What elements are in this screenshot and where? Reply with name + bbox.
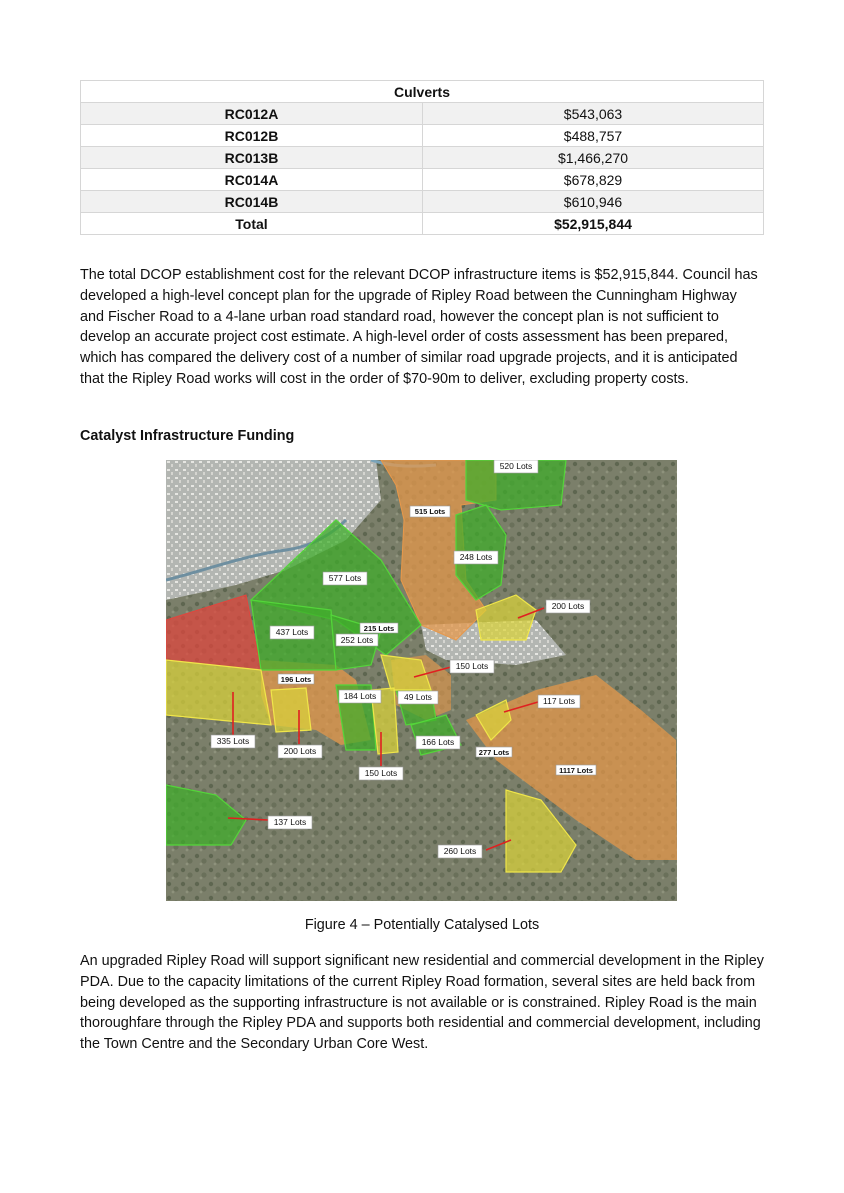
- svg-text:1117 Lots: 1117 Lots: [559, 766, 593, 775]
- table-header: Culverts: [81, 81, 764, 103]
- table-value-cell: $678,829: [423, 169, 764, 191]
- map-label: [211, 735, 255, 748]
- svg-text:252 Lots: 252 Lots: [340, 635, 374, 645]
- table-row: [81, 169, 764, 191]
- map-label: [454, 551, 498, 564]
- map-label: [360, 623, 398, 633]
- table-total-label: Total: [81, 213, 423, 235]
- svg-text:196 Lots: 196 Lots: [280, 675, 312, 684]
- section-heading: Catalyst Infrastructure Funding: [80, 428, 295, 444]
- table-row: [81, 147, 764, 169]
- map-label: [339, 690, 381, 703]
- table-total-row: [81, 213, 764, 235]
- table-item-cell: RC012B: [81, 125, 423, 147]
- map-label: [450, 660, 494, 673]
- svg-text:335 Lots: 335 Lots: [216, 736, 250, 746]
- table-value-cell: $1,466,270: [423, 147, 764, 169]
- map-label: [336, 634, 378, 646]
- map-label: [416, 736, 460, 749]
- ripley-road-paragraph: An upgraded Ripley Road will support significant new residential and commercial development in the Ripley PDA. Due to the capacity limitations of the current Ripley Road formation, several sites are held back from being developed as the supporting infrastructure is not available or is constrained. Ripley Road is the main thoroughfare through the Ripley PDA and supports both residential and commercial development, including the Town Centre and the Secondary Urban Core West.: [80, 953, 764, 1053]
- svg-text:215 Lots: 215 Lots: [363, 624, 395, 633]
- svg-text:200 Lots: 200 Lots: [551, 601, 585, 611]
- table-row: [81, 191, 764, 213]
- svg-text:200 Lots: 200 Lots: [283, 746, 317, 756]
- svg-text:184 Lots: 184 Lots: [343, 691, 377, 701]
- map-label: [270, 626, 314, 639]
- map-label: [538, 695, 580, 708]
- map-label: [438, 845, 482, 858]
- svg-text:49 Lots: 49 Lots: [404, 692, 432, 702]
- svg-text:248 Lots: 248 Lots: [459, 552, 493, 562]
- svg-text:150 Lots: 150 Lots: [364, 768, 398, 778]
- table-item-cell: RC014A: [81, 169, 423, 191]
- table-total-value: $52,915,844: [423, 213, 764, 235]
- table-item-cell: RC012A: [81, 103, 423, 125]
- map-label: [323, 572, 367, 585]
- map-label: [268, 816, 312, 829]
- svg-text:150 Lots: 150 Lots: [455, 661, 489, 671]
- map-label: [278, 674, 314, 684]
- map-label: [398, 691, 438, 704]
- svg-text:515 Lots: 515 Lots: [414, 507, 446, 516]
- yellow-zone-200-west: [271, 688, 311, 732]
- table-value-cell: $488,757: [423, 125, 764, 147]
- map-label: [556, 765, 596, 775]
- table-header-row: [81, 81, 764, 103]
- table-row: [81, 103, 764, 125]
- svg-text:137 Lots: 137 Lots: [273, 817, 307, 827]
- map-label: [494, 460, 538, 473]
- svg-text:577 Lots: 577 Lots: [328, 573, 362, 583]
- svg-text:520 Lots: 520 Lots: [499, 461, 533, 471]
- cost-paragraph: The total DCOP establishment cost for the relevant DCOP infrastructure items is $52,915,844. Council has developed a high-level concept plan for the upgrade of Ripley Road between the Cunningham Highway and Fischer Road to a 4-lane urban road standard road, however the concept plan is not sufficient to develop an accurate project cost estimate. A high-level order of costs assessment has been prepared, which has compared the delivery cost of a number of similar road upgrade projects, and it is anticipated that the Ripley Road works will cost in the order of $70-90m to deliver, excluding property costs.: [80, 267, 758, 387]
- yellow-zone-335: [166, 660, 271, 725]
- svg-text:437 Lots: 437 Lots: [275, 627, 309, 637]
- svg-text:260 Lots: 260 Lots: [443, 846, 477, 856]
- svg-text:117 Lots: 117 Lots: [543, 696, 575, 706]
- table-value-cell: $543,063: [423, 103, 764, 125]
- table-item-cell: RC014B: [81, 191, 423, 213]
- figure-caption: Figure 4 – Potentially Catalysed Lots: [304, 917, 540, 933]
- map-label: [476, 747, 512, 757]
- table-item-cell: RC013B: [81, 147, 423, 169]
- map-label: [410, 506, 450, 517]
- map-label: [359, 767, 403, 780]
- table-value-cell: $610,946: [423, 191, 764, 213]
- table-row: [81, 125, 764, 147]
- svg-text:166 Lots: 166 Lots: [421, 737, 455, 747]
- culverts-cost-table: [80, 80, 764, 235]
- map-label: [546, 600, 590, 613]
- svg-text:277 Lots: 277 Lots: [478, 748, 510, 757]
- map-label: [278, 745, 322, 758]
- catalysed-lots-map: [166, 460, 677, 901]
